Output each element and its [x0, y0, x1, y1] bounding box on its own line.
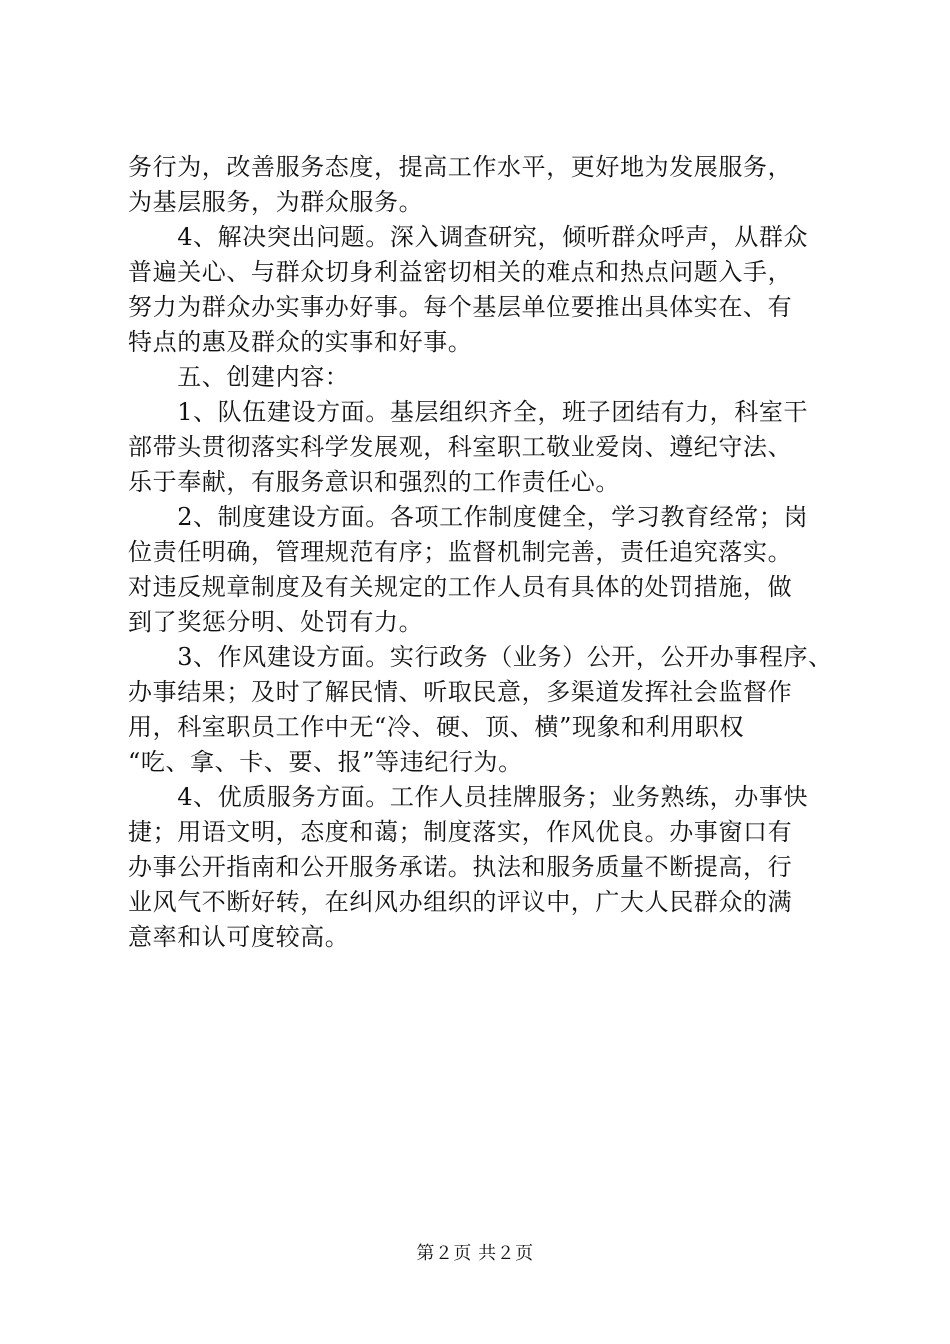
text-line: 位责任明确，管理规范有序；监督机制完善，责任追究落实。: [128, 538, 793, 566]
text-line: 对违反规章制度及有关规定的工作人员有具体的处罚措施，做: [128, 573, 793, 601]
text-line: 到了奖惩分明、处罚有力。: [128, 608, 424, 636]
text-line: 乐于奉献，有服务意识和强烈的工作责任心。: [128, 468, 620, 496]
section-heading: 五、创建内容：: [128, 363, 350, 391]
text-line: 1、队伍建设方面。基层组织齐全，班子团结有力，科室干: [128, 398, 809, 426]
text-line: 部带头贯彻落实科学发展观，科室职工敬业爱岗、遵纪守法、: [128, 433, 793, 461]
text-line: 为基层服务，为群众服务。: [128, 188, 424, 216]
text-line: 3、作风建设方面。实行政务（业务）公开，公开办事程序、: [128, 643, 833, 671]
text-line: 业风气不断好转，在纠风办组织的评议中，广大人民群众的满: [128, 888, 793, 916]
text-line: 4、优质服务方面。工作人员挂牌服务；业务熟练，办事快: [128, 783, 809, 811]
text-line: 特点的惠及群众的实事和好事。: [128, 328, 473, 356]
text-line: 2、制度建设方面。各项工作制度健全，学习教育经常；岗: [128, 503, 809, 531]
text-line: 务行为，改善服务态度，提高工作水平，更好地为发展服务，: [128, 153, 793, 181]
text-line: 办事结果；及时了解民情、听取民意，多渠道发挥社会监督作: [128, 678, 793, 706]
page-footer: [0, 1242, 950, 1266]
text-line: 4、解决突出问题。深入调查研究，倾听群众呼声，从群众: [128, 223, 809, 251]
text-line: 努力为群众办实事办好事。每个基层单位要推出具体实在、有: [128, 293, 793, 321]
text-line: 捷；用语文明，态度和蔼；制度落实，作风优良。办事窗口有: [128, 818, 793, 846]
text-line: “吃、拿、卡、要、报”等违纪行为。: [128, 748, 523, 776]
text-line: 意率和认可度较高。: [128, 923, 350, 951]
page-number: 第２页 共２页: [416, 1243, 534, 1264]
text-line: 用，科室职员工作中无“冷、硬、顶、横”现象和利用职权: [128, 713, 745, 741]
text-line: 办事公开指南和公开服务承诺。执法和服务质量不断提高，行: [128, 853, 793, 881]
document-body: [128, 150, 833, 955]
text-line: 普遍关心、与群众切身利益密切相关的难点和热点问题入手，: [128, 258, 793, 286]
